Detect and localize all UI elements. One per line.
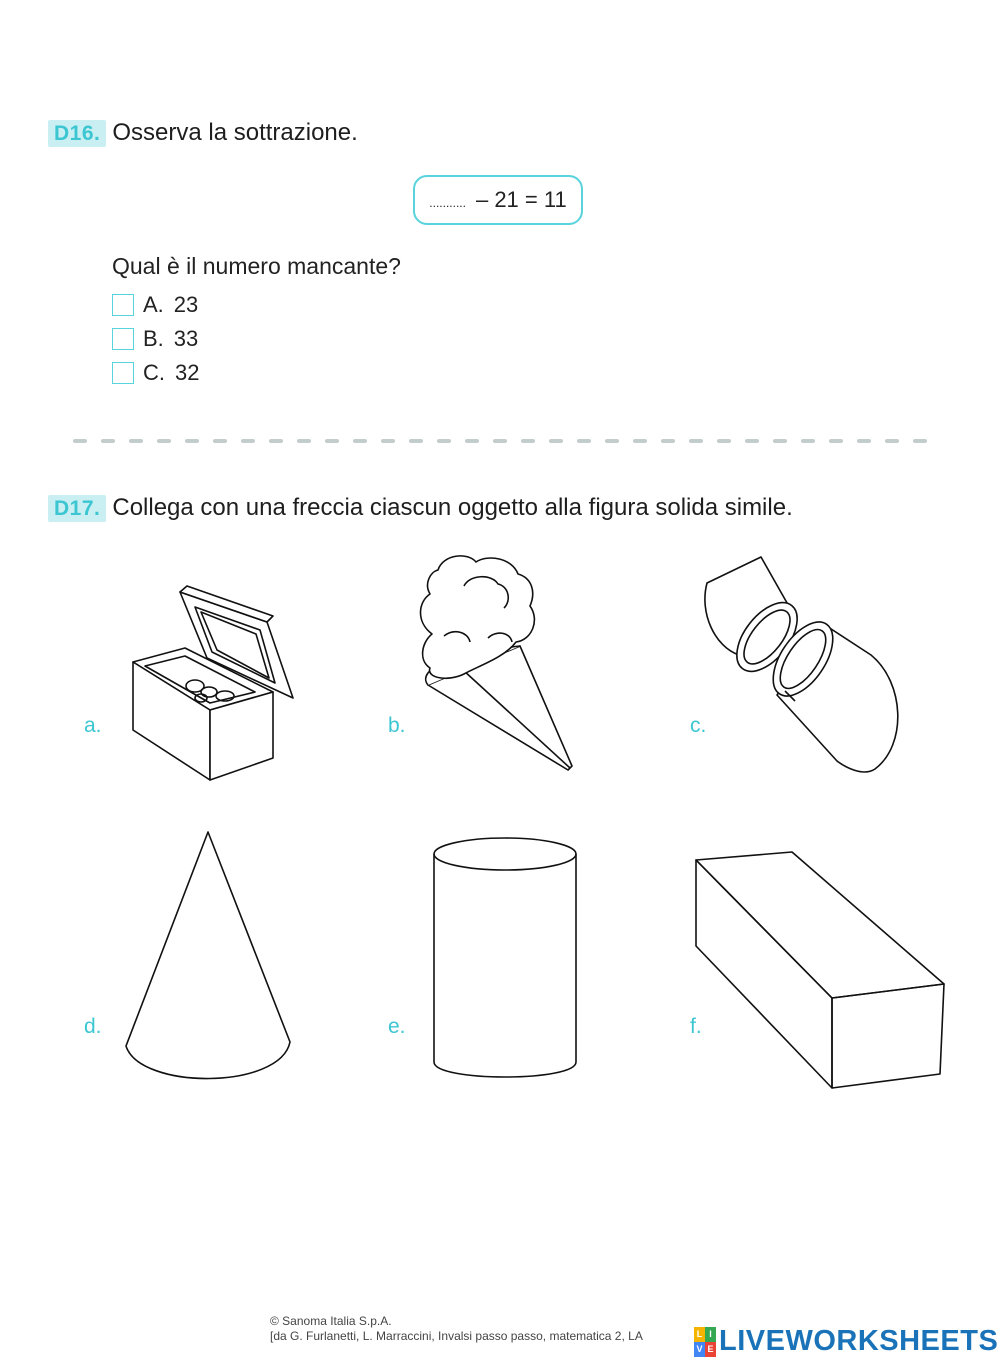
item-label-b: b.: [388, 714, 406, 737]
option-value: 32: [175, 360, 200, 385]
open-container-icon[interactable]: [695, 555, 910, 777]
option-b[interactable]: [112, 326, 198, 352]
source-line: [da G. Furlanetti, L. Marraccini, Invalsi passo passo, matematica 2, LA: [270, 1329, 643, 1343]
logo-letter: V: [694, 1342, 705, 1357]
missing-number-blank[interactable]: ...........: [429, 196, 466, 210]
item-label-d: d.: [84, 1015, 102, 1038]
equation-text: – 21 = 11: [475, 187, 567, 212]
cone-icon[interactable]: [120, 828, 298, 1090]
option-checkbox[interactable]: [112, 294, 134, 316]
rectangular-prism-icon[interactable]: [692, 848, 947, 1093]
option-value: 23: [173, 292, 199, 317]
option-checkbox[interactable]: [112, 362, 134, 384]
question-instruction: Osserva la sottrazione.: [112, 119, 358, 146]
cylinder-icon[interactable]: [430, 834, 584, 1079]
logo-letter: I: [705, 1327, 716, 1342]
item-label-f: f.: [690, 1015, 702, 1038]
question-instruction: Collega con una freccia ciascun oggetto alla figura solida simile.: [112, 494, 793, 521]
question-prompt: Qual è il numero mancante?: [112, 253, 401, 279]
question-d16-header: [48, 119, 358, 147]
option-c[interactable]: [112, 360, 199, 386]
liveworksheets-logo-icon: [694, 1327, 716, 1357]
option-value: 33: [173, 326, 199, 351]
copyright-footer: [270, 1314, 643, 1344]
ice-cream-cone-icon[interactable]: [408, 550, 583, 775]
subtraction-equation-box: [413, 175, 583, 225]
item-label-e: e.: [388, 1015, 406, 1038]
question-d17-header: [48, 494, 793, 522]
dashed-separator: [60, 436, 940, 446]
copyright-line: © Sanoma Italia S.p.A.: [270, 1314, 392, 1328]
option-a[interactable]: [112, 292, 198, 318]
treasure-chest-icon[interactable]: [125, 580, 305, 785]
question-number-badge: D16.: [48, 120, 106, 147]
option-letter: B.: [143, 326, 164, 351]
brand-name: LIVEWORKSHEETS: [719, 1325, 999, 1357]
liveworksheets-brand[interactable]: [692, 1325, 998, 1358]
logo-letter: L: [694, 1327, 705, 1342]
logo-letter: E: [705, 1342, 716, 1357]
item-label-c: c.: [690, 714, 707, 737]
question-number-badge: D17.: [48, 495, 106, 522]
option-letter: A.: [143, 292, 164, 317]
option-letter: C.: [143, 360, 165, 385]
item-label-a: a.: [84, 714, 102, 737]
option-checkbox[interactable]: [112, 328, 134, 350]
